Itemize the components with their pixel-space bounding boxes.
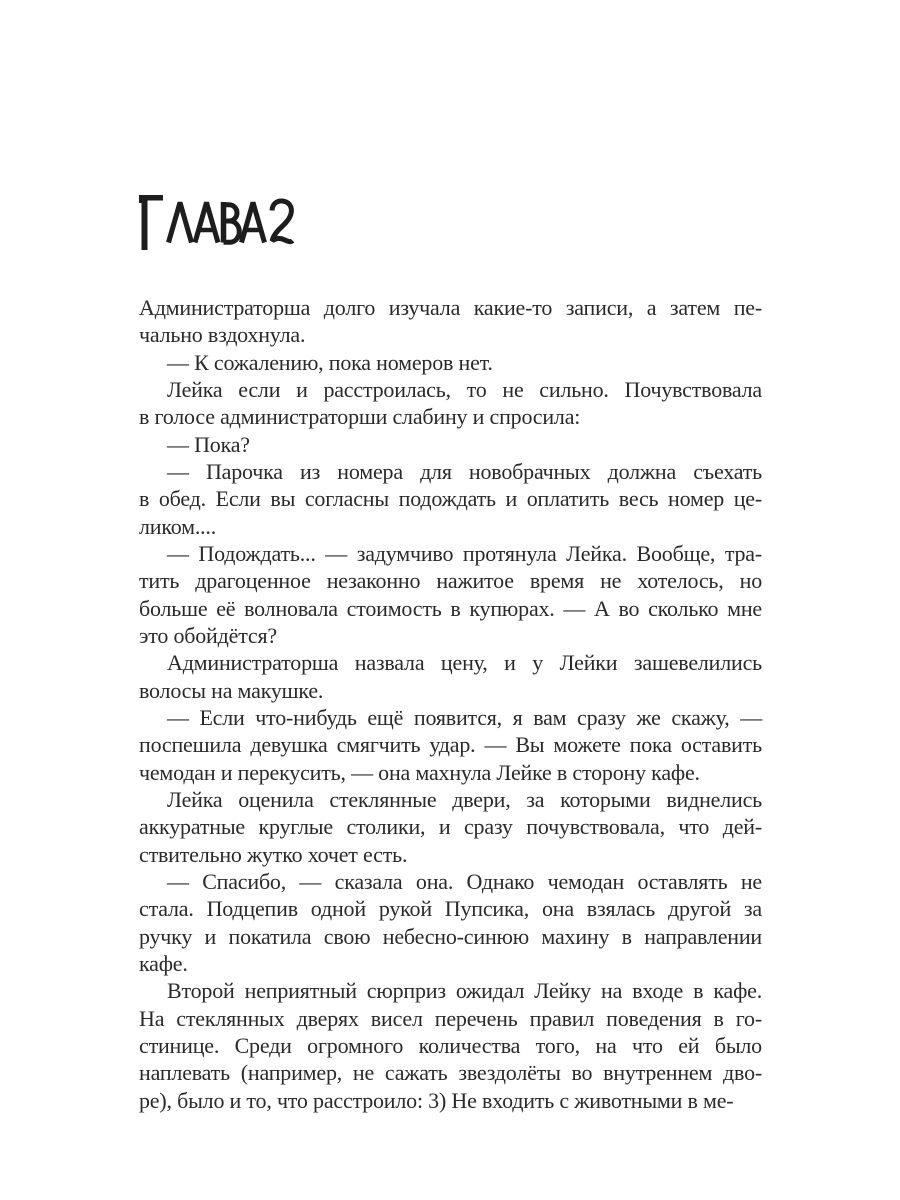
text-line: в обед. Если вы согласны подождать и оплатить весь номер це- [139, 486, 762, 512]
text-line: — Парочка из номера для новобрачных должна съехать [167, 458, 762, 484]
text-line: кафе. [139, 950, 188, 976]
text-line: ликом.... [139, 513, 217, 539]
paragraph [139, 649, 762, 704]
text-line: стала. Подцепив одной рукой Пупсика, она взялась другой за [139, 896, 762, 922]
text-line: наплевать (например, не сажать звездолёты во внутреннем дво- [139, 1060, 762, 1086]
letter-a2 [242, 203, 265, 243]
text-line: На стеклянных дверях висел перечень правил поведения в го- [139, 1005, 762, 1031]
text-line: больше её волновала стоимость в купюрах. — А во сколько мне [139, 595, 762, 621]
text-line: ствительно жутко хочет есть. [139, 841, 408, 867]
text-line: чально вздохнула. [139, 322, 306, 348]
text-line: Лейка оценила стеклянные двери, за которыми виднелись [167, 786, 762, 812]
text-line: Администраторша назвала цену, и у Лейки зашевелились [167, 650, 762, 676]
text-line: чемодан и перекусить, — она махнула Лейке в сторону кафе. [139, 759, 700, 785]
letter-g [139, 195, 163, 250]
paragraph [139, 868, 762, 977]
page-text [139, 294, 762, 1114]
text-line: ре), было и то, что расстроило: 3) Не входить с животными в ме- [139, 1087, 734, 1113]
text-line: это обойдётся? [139, 622, 277, 648]
paragraph [139, 540, 762, 649]
paragraph [139, 458, 762, 540]
text-line: — К сожалению, пока номеров нет. [167, 349, 493, 375]
text-line: — Если что-нибудь ещё появится, я вам сразу же скажу, — [167, 704, 762, 730]
paragraph [139, 376, 762, 431]
text-line: — Подождать... — задумчиво протянула Лейка. Вообще, тра- [167, 540, 762, 566]
chapter-heading [139, 195, 295, 251]
numeral-2 [272, 201, 293, 242]
paragraph [139, 294, 762, 349]
paragraph [139, 977, 762, 1114]
text-line: Администраторша долго изучала какие-то записи, а затем пе- [139, 295, 762, 320]
paragraph [139, 704, 762, 786]
text-line: — Пока? [167, 431, 250, 457]
text-line: Лейка если и расстроилась, то не сильно. Почувствовала [167, 376, 762, 402]
letter-l [169, 203, 192, 243]
text-line: ручку и покатила свою небесно-синюю махину в направлении [139, 923, 762, 949]
text-line: волосы на макушке. [139, 677, 324, 703]
letter-a1 [195, 203, 218, 243]
text-line: в голосе администраторши слабину и спросила: [139, 404, 581, 430]
text-line: Второй неприятный сюрприз ожидал Лейку на входе в кафе. [167, 978, 762, 1004]
text-line: стинице. Среди огромного количества того, на что ей было [139, 1032, 762, 1058]
chapter-title-art [139, 195, 295, 251]
paragraph [139, 349, 762, 376]
text-line: тить драгоценное незаконно нажитое время не хотелось, но [139, 568, 762, 594]
text-line: аккуратные круглые столики, и сразу почувствовала, что дей- [139, 814, 762, 840]
paragraph [139, 786, 762, 868]
text-line: — Спасибо, — сказала она. Однако чемодан оставлять не [167, 868, 762, 894]
paragraph [139, 431, 762, 458]
text-line: поспешила девушка смягчить удар. — Вы можете пока оставить [139, 732, 762, 758]
